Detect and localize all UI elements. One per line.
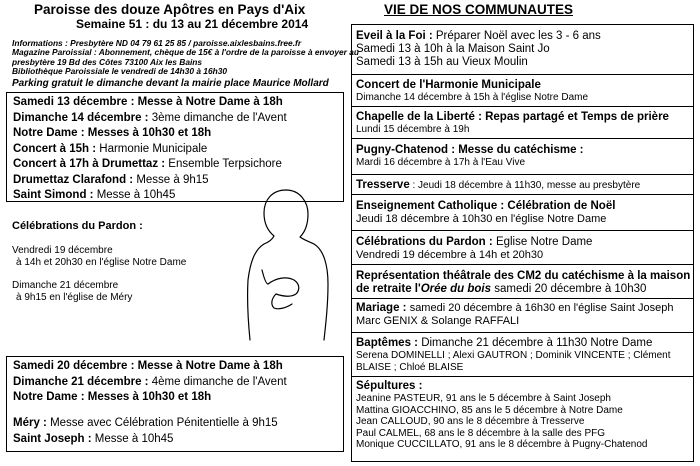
info-line: presbytère 19 Bd des Côtes 73100 Aix les Bains	[12, 56, 203, 67]
line-normal: Messe avec Célébration Pénitentielle à 9h15	[50, 417, 278, 429]
line-bold: Saint Joseph :	[13, 432, 95, 445]
divider	[352, 332, 693, 333]
pugny-entry	[356, 144, 584, 169]
pardon-right-detail: Vendredi 19 décembre à 14h et 20h30	[356, 249, 544, 261]
confession-figure-illustration	[242, 180, 332, 345]
chapelle-detail: Lundi 15 décembre à 19h	[356, 124, 470, 135]
pardon-line: à 9h15 en l'église de Méry	[16, 291, 133, 303]
mariage-title: Mariage :	[356, 302, 410, 314]
schedule-line	[13, 417, 287, 433]
eveil-text: Préparer Noël avec les 3 - 6 ans	[435, 30, 601, 42]
sepulture-line: Jean CALLOUD, 90 ans le 8 décembre à Tresserve	[356, 416, 585, 427]
divider	[352, 264, 693, 265]
divider	[352, 174, 693, 175]
pardon-title: Célébrations du Pardon :	[12, 220, 143, 232]
schedule-line	[13, 158, 287, 174]
divider	[352, 138, 693, 139]
info-block	[12, 39, 359, 77]
sepulture-line: Monique CUCCILLATO, 91 ans le 8 décembre à Pugny-Chatenod	[356, 439, 648, 450]
parking-note: Parking gratuit le dimanche devant la mairie place Maurice Mollard	[12, 78, 329, 89]
sepulture-line: Paul CALMEL, 68 ans le 8 décembre à la salle des PFG	[356, 427, 606, 439]
schedule-line	[13, 391, 287, 417]
pardon-details	[12, 245, 186, 303]
line-normal: Ensemble Terpsichore	[168, 158, 282, 170]
divider	[352, 298, 693, 299]
schedule-line	[13, 112, 287, 128]
line-bold: Notre Dame : Messes à 10h30 et 18h	[13, 127, 212, 139]
tresserve-entry	[356, 179, 640, 192]
theatre-title: Représentation théâtrale des CM2 du catéchisme à la maison	[356, 270, 691, 282]
line-bold: Dimanche 21 décembre :	[13, 375, 152, 388]
schedule-line	[13, 376, 287, 392]
line-normal: Messe à 10h45	[96, 189, 176, 201]
eveil-line: Samedi 13 à 15h au Vieux Moulin	[356, 56, 528, 68]
line-bold: Saint Simond :	[13, 189, 97, 201]
mariage-names: Marc GENIX & Solange RAFFALI	[356, 315, 520, 327]
eveil-entry	[356, 30, 690, 69]
enseignement-detail: Jeudi 18 décembre à 10h30 en l'église Notre Dame	[356, 213, 607, 225]
concert-title: Concert de l'Harmonie Municipale	[356, 79, 541, 91]
divider	[352, 194, 693, 195]
sepultures-title: Sépultures :	[356, 380, 423, 392]
pardon-line: à 14h et 20h30 en l'église Notre Dame	[16, 256, 187, 268]
eveil-label: Eveil à la Foi :	[356, 30, 436, 42]
tresserve-detail: : Jeudi 18 décembre à 11h30, messe au presbytère	[409, 180, 641, 191]
line-bold: Drumettaz Clarafond :	[13, 173, 137, 186]
pardon-right-place: Eglise Notre Dame	[495, 236, 593, 248]
schedule-line	[13, 96, 287, 112]
line-normal: Messe à 9h15	[136, 173, 209, 186]
line-bold: Concert à 15h :	[13, 142, 100, 155]
line-normal: Messe à 10h45	[94, 432, 174, 445]
pardon-right-title: Célébrations du Pardon :	[356, 236, 496, 248]
week-title: Semaine 51 : du 13 au 21 décembre 2014	[76, 17, 309, 31]
theatre-detail: samedi 20 décembre à 10h30	[491, 283, 647, 295]
eveil-line: Samedi 13 à 10h à la Maison Saint Jo	[356, 43, 550, 55]
concert-detail: Dimanche 14 décembre à 15h à l'église Notre Dame	[356, 92, 589, 103]
baptemes-names: BLAISE ; Chloé BLAISE	[356, 362, 464, 373]
concert-entry	[356, 79, 588, 104]
line-normal: Harmonie Municipale	[99, 142, 208, 155]
sepultures-entry	[356, 380, 647, 451]
line-bold: Notre Dame : Messes à 10h30 et 18h	[13, 391, 212, 403]
pardon-entry	[356, 236, 592, 262]
baptemes-names: Serena DOMINELLI ; Alexi GAUTRON ; Dominik VINCENTE ; Clément	[356, 350, 671, 361]
chapelle-entry	[356, 111, 669, 136]
mariage-detail: samedi 20 décembre à 16h30 en l'église Saint Joseph	[409, 302, 674, 314]
divider	[352, 376, 693, 377]
line-bold: Dimanche 14 décembre :	[13, 111, 152, 124]
schedule-box-2	[6, 356, 344, 452]
schedule-line	[13, 143, 287, 159]
schedule-line	[13, 433, 287, 449]
baptemes-entry	[356, 337, 690, 374]
theatre-place: Orée du bois	[420, 283, 492, 295]
theatre-entry	[356, 270, 690, 296]
community-section-title: VIE DE NOS COMMUNAUTES	[384, 2, 574, 17]
schedule-line	[13, 127, 287, 143]
line-bold: Concert à 17h à Drumettaz :	[13, 158, 169, 170]
line-bold: Méry :	[13, 417, 51, 429]
enseignement-entry	[356, 200, 615, 226]
line-bold: Samedi 13 décembre : Messe à Notre Dame à 18h	[13, 96, 283, 108]
chapelle-title: Chapelle de la Liberté : Repas partagé et Temps de prière	[356, 111, 669, 123]
divider	[352, 106, 693, 107]
sepulture-line: Jeanine PASTEUR, 91 ans le 5 décembre à Saint Joseph	[356, 393, 611, 404]
pugny-title: Pugny-Chatenod : Messe du catéchisme :	[356, 144, 584, 156]
enseignement-title: Enseignement Catholique : Célébration de Noël	[356, 200, 616, 212]
parish-title: Paroisse des douze Apôtres en Pays d'Aix	[34, 2, 306, 17]
pardon-line: Vendredi 19 décembre	[12, 245, 113, 256]
baptemes-title: Baptêmes :	[356, 337, 422, 349]
community-content	[356, 30, 690, 69]
info-line: Magazine Paroissial : Abonnement, chèque de 15€ à l'ordre de la paroisse à envoyer au	[12, 47, 360, 58]
mariage-entry	[356, 302, 674, 328]
divider	[352, 74, 693, 75]
divider	[352, 230, 693, 231]
line-bold: Samedi 20 décembre : Messe à Notre Dame à 18h	[13, 360, 283, 372]
tresserve-title: Tresserve	[356, 179, 410, 191]
info-line: Bibliothèque Paroissiale le vendredi de 14h30 à 16h30	[12, 66, 228, 77]
line-normal: 3ème dimanche de l'Avent	[151, 111, 287, 124]
baptemes-detail: Dimanche 21 décembre à 11h30 Notre Dame	[421, 337, 653, 349]
theatre-prefix: de retraite l'	[356, 283, 421, 295]
pugny-detail: Mardi 16 décembre à 17h à l'Eau Vive	[356, 157, 526, 168]
pardon-line: Dimanche 21 décembre	[12, 280, 119, 291]
schedule-line	[13, 360, 287, 376]
info-line: Informations : Presbytère ND 04 79 61 25 85 / paroisse.aixlesbains.free.fr	[12, 38, 302, 48]
line-normal: 4ème dimanche de l'Avent	[151, 375, 287, 388]
sepulture-line: Mattina GIOACCHINO, 85 ans le 5 décembre à Notre Dame	[356, 404, 623, 416]
